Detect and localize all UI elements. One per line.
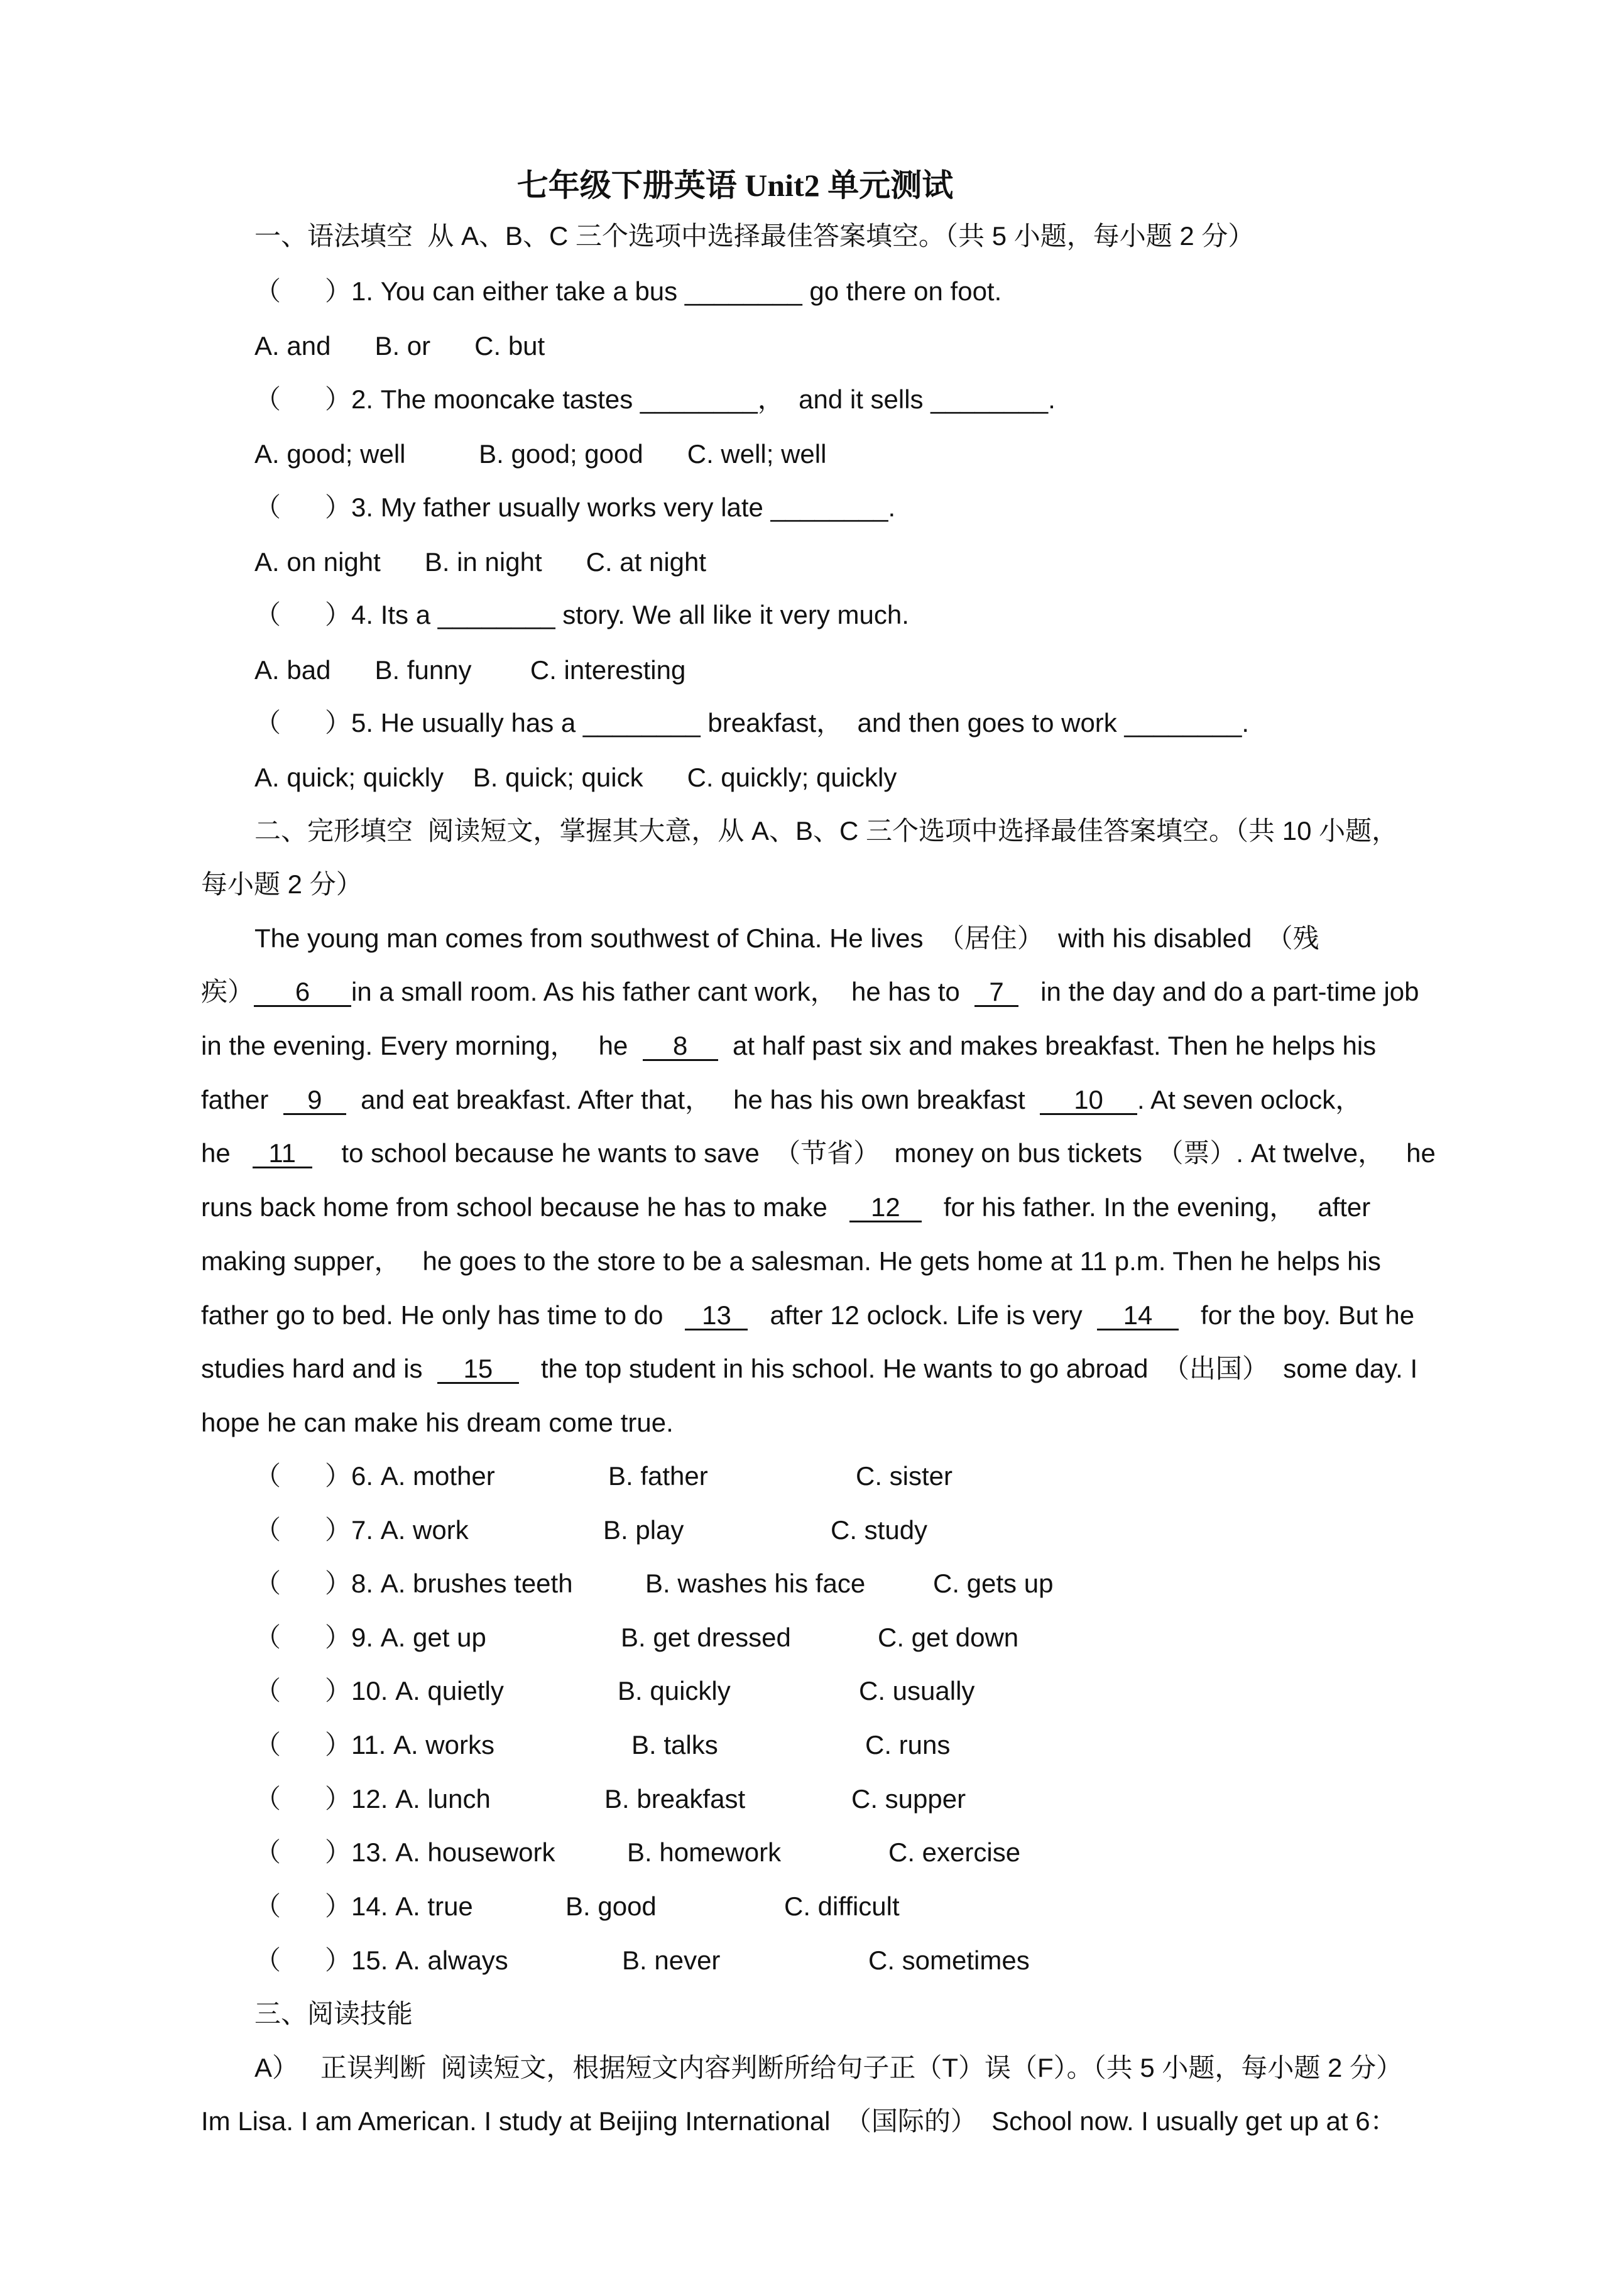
cloze-option-b: B. quickly <box>618 1676 731 1706</box>
passage-text: he <box>201 1138 253 1168</box>
cloze-option-b: B. good <box>565 1891 657 1921</box>
question-2-options: A. good; well B. good; good C. well; well <box>254 439 827 469</box>
cloze-option-b: B. play <box>603 1515 684 1545</box>
passage-text: in the day and do a part-time job <box>1018 977 1419 1006</box>
section3-heading: 三、阅读技能 <box>254 1999 413 2028</box>
cloze-question: （ ）12. A. lunch <box>254 1784 491 1814</box>
blank-10: 10 <box>1040 1087 1137 1115</box>
passage-text: father <box>201 1085 283 1114</box>
cloze-option-b: B. talks <box>631 1730 718 1760</box>
question-2: （ ）2. The mooncake tastes ________， and it sells ________. <box>254 384 1056 414</box>
passage-text: . At seven oclock， <box>1137 1085 1362 1114</box>
passage-text: in a small room. As his father cant work， he has to <box>351 977 975 1006</box>
passage-text: to school because he wants to save （节省） money on bus tickets （票）. At twelve， he <box>312 1138 1436 1168</box>
passage-line <box>201 1140 1436 1168</box>
question-4: （ ）4. Its a ________ story. We all like it very much. <box>254 600 909 629</box>
passage-line <box>201 1194 1370 1222</box>
cloze-option-b: B. father <box>608 1461 708 1491</box>
cloze-option-c: C. study <box>831 1515 928 1545</box>
reading-passage-start: Im Lisa. I am American. I study at Beijing International （国际的） School now. I usually get up at 6： <box>201 2106 1397 2136</box>
passage-text: for the boy. But he <box>1179 1300 1415 1330</box>
cloze-question: （ ）13. A. housework <box>254 1837 555 1867</box>
blank-11: 11 <box>253 1140 312 1168</box>
cloze-option-c: C. get down <box>878 1623 1019 1652</box>
cloze-option-c: C. runs <box>865 1730 951 1760</box>
passage-text: for his father. In the evening， after <box>921 1192 1371 1222</box>
cloze-question: （ ）8. A. brushes teeth <box>254 1569 573 1598</box>
cloze-option-c: C. sometimes <box>868 1945 1030 1975</box>
cloze-option-c: C. difficult <box>784 1891 900 1921</box>
question-5-options: A. quick; quickly B. quick; quick C. quickly; quickly <box>254 763 897 792</box>
cloze-question: （ ）9. A. get up <box>254 1623 486 1652</box>
passage-text: in the evening. Every morning， he <box>201 1031 643 1060</box>
passage-line <box>201 979 1419 1007</box>
passage-text: studies hard and is <box>201 1354 437 1383</box>
passage-text: and eat breakfast. After that， he has his own breakfast <box>346 1085 1040 1114</box>
question-5: （ ）5. He usually has a ________ breakfast， and then goes to work ________. <box>254 708 1249 737</box>
passage-line <box>201 1302 1414 1330</box>
blank-12: 12 <box>849 1194 922 1222</box>
passage-line: The young man comes from southwest of China. He lives （居住） with his disabled （残 <box>254 923 1319 953</box>
blank-7: 7 <box>974 979 1018 1007</box>
cloze-option-b: B. washes his face <box>645 1569 866 1598</box>
question-4-options: A. bad B. funny C. interesting <box>254 655 686 685</box>
blank-15: 15 <box>437 1356 519 1384</box>
passage-text: father go to bed. He only has time to do <box>201 1300 685 1330</box>
question-1-options: A. and B. or C. but <box>254 331 545 361</box>
passage-text: the top student in his school. He wants to go abroad （出国） some day. I <box>518 1354 1418 1383</box>
cloze-option-c: C. gets up <box>933 1569 1054 1598</box>
passage-line <box>201 1087 1362 1115</box>
cloze-question: （ ）14. A. true <box>254 1891 473 1921</box>
cloze-option-b: B. never <box>622 1945 721 1975</box>
passage-line: hope he can make his dream come true. <box>201 1408 674 1437</box>
section3-sub-a: A） 正误判断 阅读短文，根据短文内容判断所给句子正（T）误（F）。（共 5 小题，每小题 2 分） <box>254 2053 1403 2082</box>
question-1: （ ）1. You can either take a bus ________ go there on foot. <box>254 276 1002 306</box>
section1-heading: 一、语法填空 从 A、B、C 三个选项中选择最佳答案填空。（共 5 小题，每小题 2 分） <box>254 221 1255 251</box>
page-title: 七年级下册英语 Unit2 单元测试 <box>516 168 954 203</box>
blank-13: 13 <box>685 1302 748 1330</box>
passage-line <box>201 1033 1376 1061</box>
passage-text: 疾） <box>201 977 254 1006</box>
cloze-option-c: C. exercise <box>888 1837 1021 1867</box>
passage-text: after 12 oclock. Life is very <box>748 1300 1098 1330</box>
cloze-question: （ ）11. A. works <box>254 1730 494 1760</box>
blank-9: 9 <box>283 1087 346 1115</box>
cloze-question: （ ）6. A. mother <box>254 1461 495 1491</box>
passage-line: making supper， he goes to the store to be a salesman. He gets home at 11 p.m. Then he helps his <box>201 1246 1381 1276</box>
passage-line <box>201 1356 1417 1384</box>
cloze-option-c: C. usually <box>859 1676 975 1706</box>
passage-text: at half past six and makes breakfast. Then he helps his <box>718 1031 1377 1060</box>
blank-8: 8 <box>643 1033 718 1061</box>
passage-text: runs back home from school because he has to make <box>201 1192 849 1222</box>
cloze-question: （ ）10. A. quietly <box>254 1676 504 1706</box>
cloze-option-b: B. homework <box>627 1837 782 1867</box>
blank-14: 14 <box>1097 1302 1179 1330</box>
cloze-option-b: B. get dressed <box>621 1623 791 1652</box>
cloze-option-c: C. sister <box>856 1461 953 1491</box>
cloze-option-c: C. supper <box>851 1784 966 1814</box>
blank-6: 6 <box>254 979 351 1007</box>
question-3: （ ）3. My father usually works very late ________. <box>254 492 896 522</box>
cloze-option-b: B. breakfast <box>604 1784 746 1814</box>
section2-heading-cont: 每小题 2 分） <box>201 869 363 899</box>
question-3-options: A. on night B. in night C. at night <box>254 547 707 577</box>
cloze-question: （ ）15. A. always <box>254 1945 508 1975</box>
cloze-question: （ ）7. A. work <box>254 1515 469 1545</box>
section2-heading: 二、完形填空 阅读短文，掌握其大意，从 A、B、C 三个选项中选择最佳答案填空。（共 10 小题， <box>254 816 1399 846</box>
